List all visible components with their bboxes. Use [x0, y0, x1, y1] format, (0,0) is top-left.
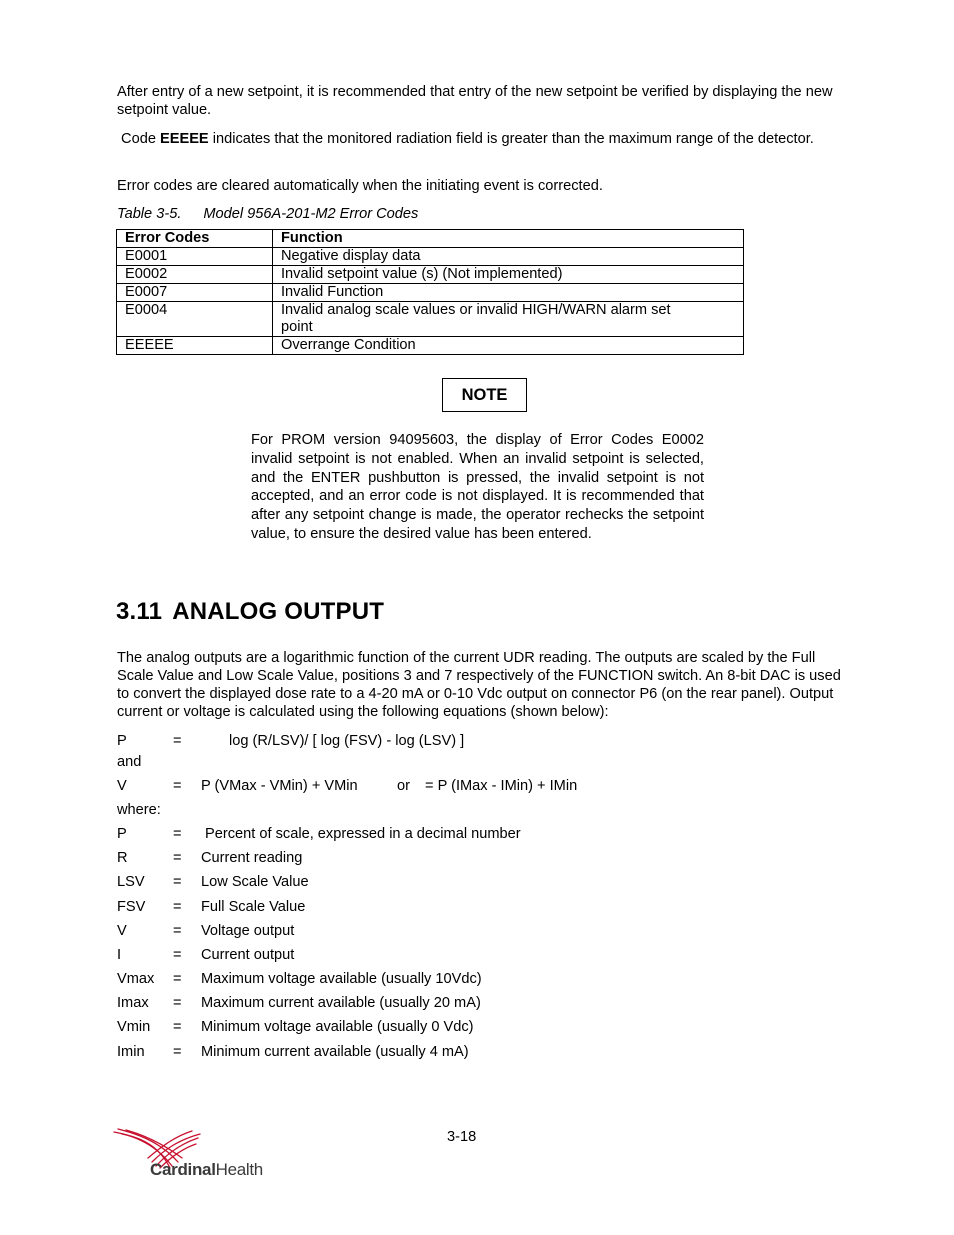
definition-meaning: Full Scale Value: [201, 899, 306, 915]
definition-equals: =: [173, 1019, 182, 1035]
definition-equals: =: [173, 850, 182, 866]
table-row: [117, 284, 744, 302]
definition-meaning: Minimum voltage available (usually 0 Vdc): [201, 1019, 474, 1035]
equation-symbol: P: [117, 733, 127, 749]
equation-or: or: [397, 778, 410, 794]
logo-text-health: Health: [215, 1160, 263, 1179]
intro-paragraph-3: Error codes are cleared automatically when the initiating event is corrected.: [117, 178, 603, 194]
definition-meaning: Current reading: [201, 850, 303, 866]
equation-alt-expression: = P (IMax - IMin) + IMin: [425, 778, 578, 794]
intro-paragraph-2-prefix: Code: [117, 131, 160, 147]
equation-equals: =: [173, 778, 182, 794]
section-title: ANALOG OUTPUT: [172, 598, 385, 625]
definition-row: [117, 825, 817, 843]
note-label-box: [442, 378, 527, 412]
definition-meaning: Percent of scale, expressed in a decimal number: [201, 826, 521, 842]
definition-symbol: I: [117, 947, 122, 963]
definition-symbol: Vmax: [117, 971, 155, 987]
table-header-error-codes: Error Codes: [117, 230, 273, 248]
note-label: NOTE: [461, 385, 508, 404]
definition-row: [117, 922, 817, 940]
overrange-code: EEEEE: [160, 131, 209, 147]
definition-equals: =: [173, 923, 182, 939]
definition-symbol: Imax: [117, 995, 149, 1011]
logo-text-cardinal: Cardinal: [150, 1160, 216, 1179]
table-row: [117, 337, 744, 355]
page-number: 3-18: [447, 1129, 477, 1145]
table-cell-function: Invalid setpoint value (s) (Not implemented): [273, 266, 744, 284]
section-heading: [116, 598, 384, 626]
definition-equals: =: [173, 971, 182, 987]
cardinal-health-logo-text: [150, 1160, 263, 1180]
definition-row: [117, 873, 817, 891]
definition-symbol: Imin: [117, 1044, 145, 1060]
definition-row: [117, 1018, 817, 1036]
error-codes-table: [116, 229, 744, 355]
table-cell-function: Negative display data: [273, 248, 744, 266]
equation-expression: P (VMax - VMin) + VMin: [201, 778, 358, 794]
table-cell-code: E0007: [117, 284, 273, 302]
note-text: For PROM version 94095603, the display of Error Codes E0002 invalid setpoint is not enabled. When an invalid setpoint is selected, and the ENTER pushbutton is pressed, the invalid setpoint is not accepted, and an error code is not displayed. It is recommended that after any setpoint change is made, the operator rechecks the setpoint value, to ensure the desired value has been entered.: [251, 432, 704, 542]
definition-row: [117, 946, 817, 964]
table-cell-function: Invalid analog scale values or invalid HIGH/WARN alarm set point: [273, 302, 744, 337]
table-cell-code: E0001: [117, 248, 273, 266]
definition-row: [117, 898, 817, 916]
definition-symbol: R: [117, 850, 128, 866]
definition-meaning: Low Scale Value: [201, 874, 309, 890]
definition-symbol: V: [117, 923, 127, 939]
table-header-function: Function: [273, 230, 744, 248]
definition-row: [117, 994, 817, 1012]
definition-meaning: Voltage output: [201, 923, 295, 939]
table-row: [117, 248, 744, 266]
definition-meaning: Current output: [201, 947, 295, 963]
definition-row: [117, 1043, 817, 1061]
definition-equals: =: [173, 947, 182, 963]
intro-paragraph-1: After entry of a new setpoint, it is recommended that entry of the new setpoint be verified by displaying the new setpoint value.: [117, 84, 833, 118]
definition-equals: =: [173, 1044, 182, 1060]
equation-and: and: [117, 754, 142, 770]
intro-paragraph-2-suffix: indicates that the monitored radiation field is greater than the maximum range of the detector.: [208, 131, 814, 147]
table-header-row: [117, 230, 744, 248]
table-caption-title: Model 956A-201-M2 Error Codes: [203, 206, 419, 222]
intro-paragraph-2: [117, 130, 852, 148]
definition-equals: =: [173, 899, 182, 915]
definition-equals: =: [173, 826, 182, 842]
definition-symbol: Vmin: [117, 1019, 151, 1035]
equation-percent: [117, 732, 817, 750]
table-row: [117, 266, 744, 284]
definition-meaning: Maximum current available (usually 20 mA): [201, 995, 481, 1011]
definition-symbol: LSV: [117, 874, 145, 890]
table-cell-function: Overrange Condition: [273, 337, 744, 355]
section-number: 3.11: [116, 598, 163, 625]
definition-row: [117, 970, 817, 988]
table-row: [117, 302, 744, 337]
definition-meaning: Maximum voltage available (usually 10Vdc): [201, 971, 482, 987]
definition-equals: =: [173, 874, 182, 890]
equation-expression: log (R/LSV)/ [ log (FSV) - log (LSV) ]: [229, 733, 465, 749]
equation-symbol: V: [117, 778, 127, 794]
definition-row: [117, 849, 817, 867]
table-cell-code: EEEEE: [117, 337, 273, 355]
table-cell-code: E0004: [117, 302, 273, 337]
table-cell-code: E0002: [117, 266, 273, 284]
equation-voltage: [117, 777, 817, 795]
table-cell-function: Invalid Function: [273, 284, 744, 302]
equation-equals: =: [173, 733, 182, 749]
table-caption-number: Table 3-5.: [117, 206, 182, 222]
definitions-where: where:: [117, 802, 161, 818]
definition-symbol: P: [117, 826, 127, 842]
section-body: The analog outputs are a logarithmic function of the current UDR reading. The outputs are scaled by the Full Scale Value and Low Scale Value, positions 3 and 7 respectively of the FUNCTION switch. An 8-bit DAC is used to convert the displayed dose rate to a 4-20 mA or 0-10 Vdc output on connector P6 (on the rear panel). Output current or voltage is calculated using the following equations (shown below):: [117, 650, 841, 720]
definition-equals: =: [173, 995, 182, 1011]
definition-symbol: FSV: [117, 899, 146, 915]
definition-meaning: Minimum current available (usually 4 mA): [201, 1044, 469, 1060]
table-caption: [117, 206, 418, 222]
